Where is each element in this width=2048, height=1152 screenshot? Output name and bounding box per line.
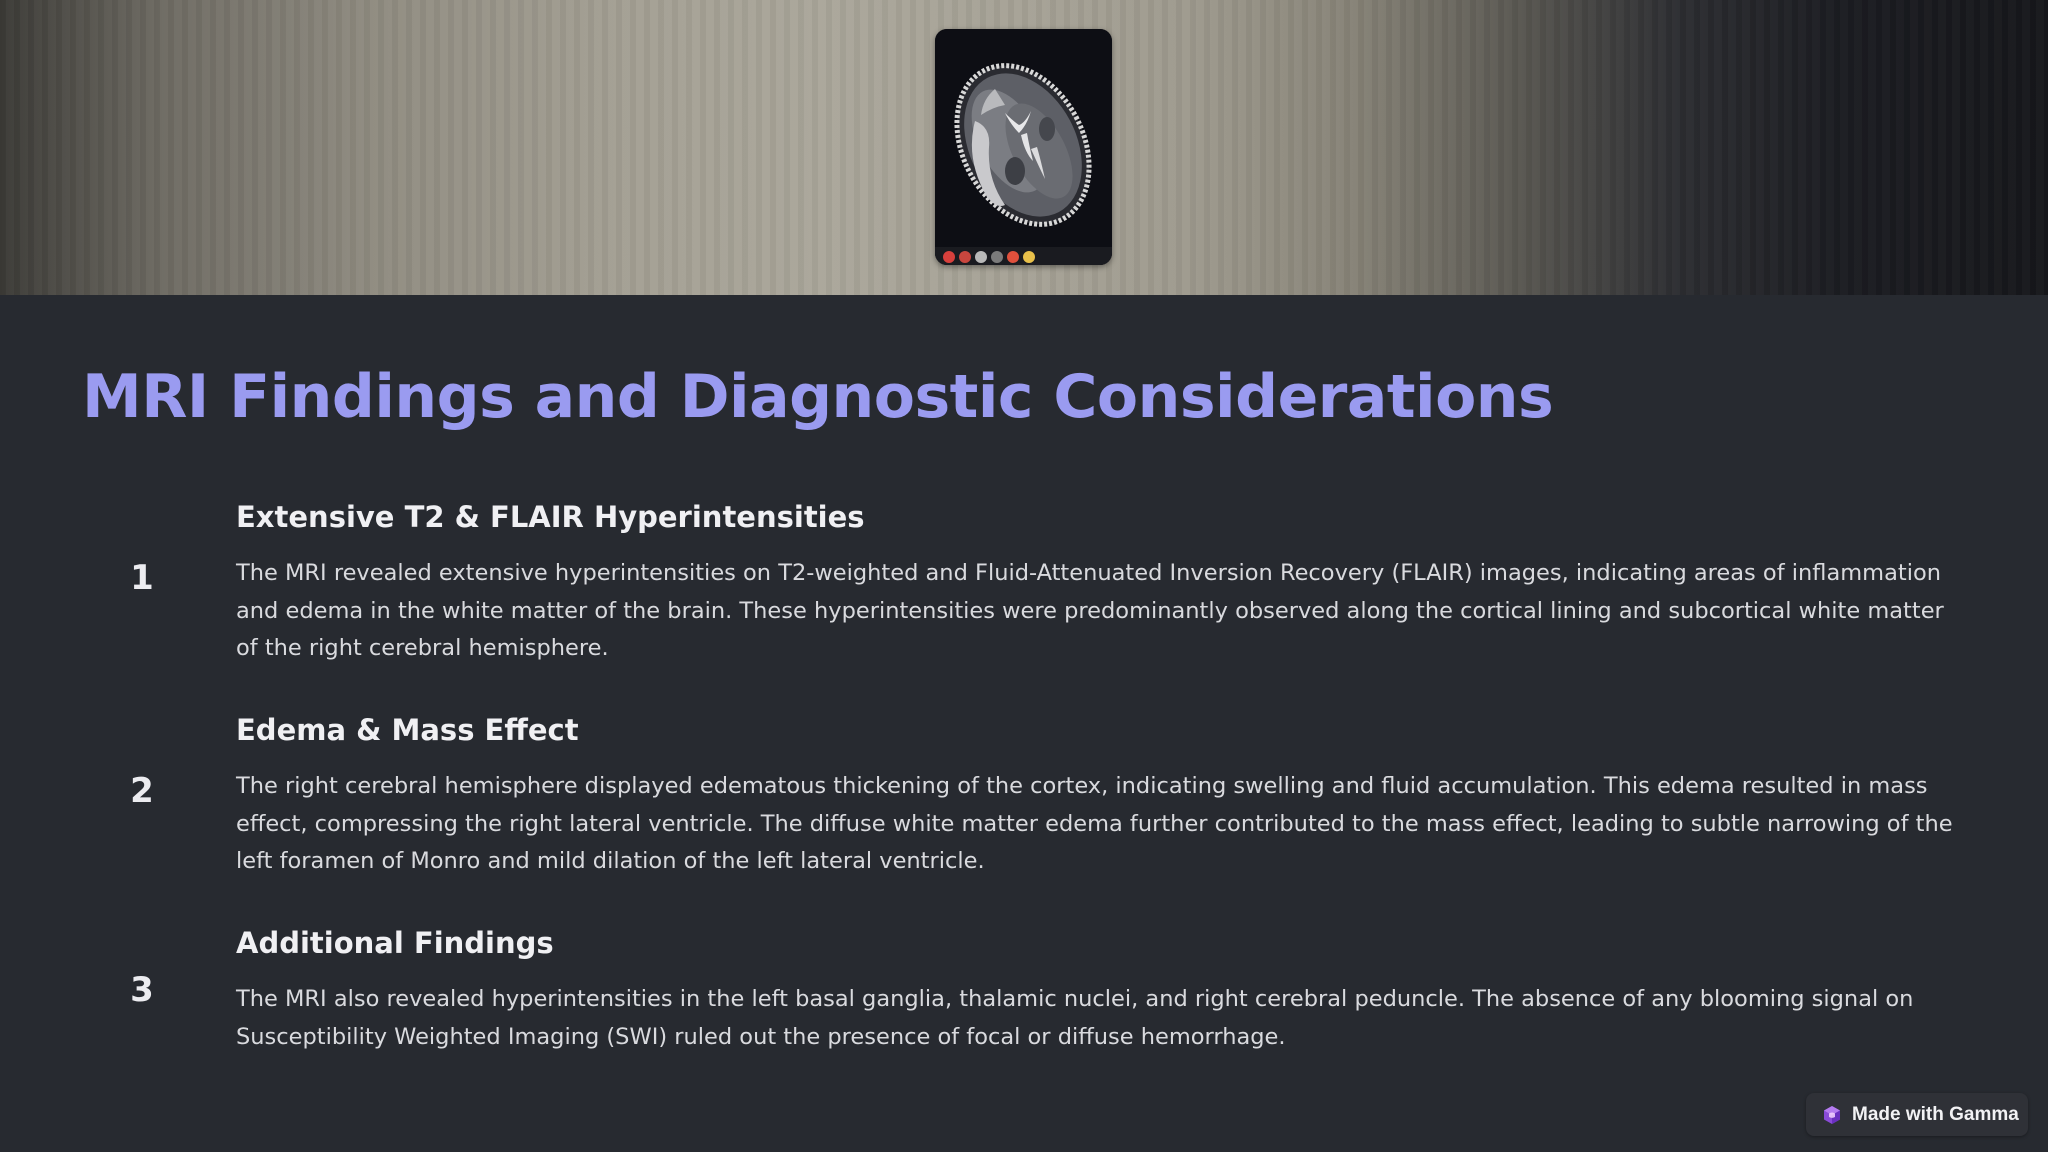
finding-number: 1 xyxy=(130,558,154,598)
finding-heading: Edema & Mass Effect xyxy=(236,713,579,747)
finding-number: 2 xyxy=(130,771,154,811)
brain-mri-scan-icon xyxy=(935,29,1112,265)
finding-body: The MRI also revealed hyperintensities in the left basal ganglia, thalamic nuclei, and right cerebral peduncle. The absence of any blooming signal on Susceptibility Weighted Imaging (SWI) ruled out the presence of focal or diffuse hemorrhage. xyxy=(236,986,1914,1050)
finding-body: The MRI revealed extensive hyperintensities on T2-weighted and Fluid-Attenuated Inversion Recovery (FLAIR) images, indicating areas of inflammation and edema in the white matter of the brain. These hyperintensities were predominantly observed along the cortical lining and subcortical white matter of the right cerebral hemisphere. xyxy=(236,560,1944,661)
mri-scan-image xyxy=(935,29,1112,265)
made-with-gamma-badge[interactable] xyxy=(1806,1093,2028,1136)
gamma-logo-icon xyxy=(1822,1105,1842,1125)
slide-title: MRI Findings and Diagnostic Considerations xyxy=(82,362,1554,432)
finding-body: The right cerebral hemisphere displayed edematous thickening of the cortex, indicating swelling and fluid accumulation. This edema resulted in mass effect, compressing the right lateral ventricle. The diffuse white matter edema further contributed to the mass effect, leading to subtle narrowing of the left foramen of Monro and mild dilation of the left lateral ventricle. xyxy=(236,773,1953,874)
finding-heading: Extensive T2 & FLAIR Hyperintensities xyxy=(236,500,865,534)
badge-label: Made with Gamma xyxy=(1852,1103,2019,1125)
finding-number: 3 xyxy=(130,970,154,1010)
finding-heading: Additional Findings xyxy=(236,926,554,960)
